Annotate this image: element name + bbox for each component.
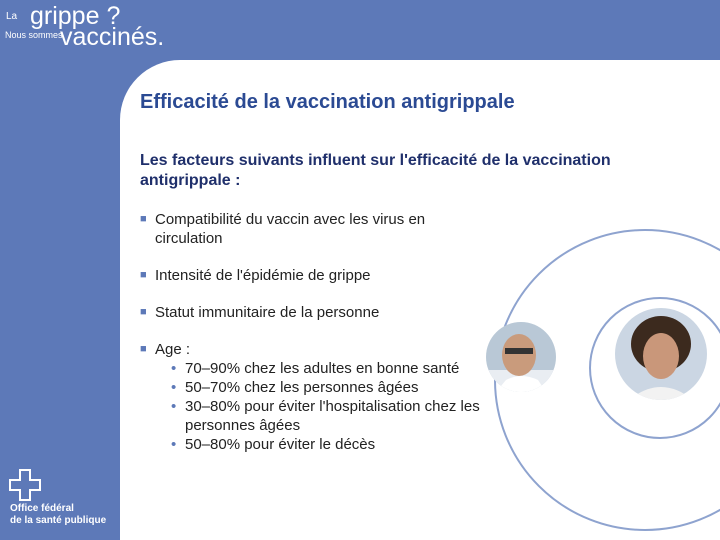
age-item-text: 50–70% chez les personnes âgées xyxy=(185,379,419,396)
factor-item-epidemic xyxy=(140,266,490,285)
factor-text: Age : xyxy=(155,341,191,358)
org-line-1: Office fédéral xyxy=(10,503,74,514)
age-item-text: 50–80% pour éviter le décès xyxy=(185,436,376,453)
factor-text: Intensité de l'épidémie de grippe xyxy=(155,267,371,284)
square-bullet-icon: ■ xyxy=(140,306,147,318)
dot-bullet-icon: • xyxy=(171,379,177,396)
age-item xyxy=(171,378,490,397)
left-band xyxy=(0,0,120,540)
factor-item-vaccine-match xyxy=(140,210,490,248)
square-bullet-icon: ■ xyxy=(140,269,147,281)
intro-text: Les facteurs suivants influent sur l'efficacité de la vaccination antigrippale : xyxy=(140,152,611,189)
man-photo xyxy=(486,322,556,392)
factor-text: Statut immunitaire de la personne xyxy=(155,304,380,321)
factor-text: Compatibilité du vaccin avec les virus en circulation xyxy=(155,211,426,247)
dot-bullet-icon: • xyxy=(171,398,177,415)
logo-grippe: grippe ? xyxy=(30,2,121,30)
swiss-cross-icon xyxy=(8,468,42,502)
factor-list xyxy=(140,210,490,472)
age-item xyxy=(171,397,490,435)
logo-vaccines: vaccinés. xyxy=(60,23,165,51)
age-item xyxy=(171,359,490,378)
dot-bullet-icon: • xyxy=(171,436,177,453)
slide-title: Efficacité de la vaccination antigrippale xyxy=(140,91,515,113)
logo-nous: Nous sommes xyxy=(5,30,63,40)
dot-bullet-icon: • xyxy=(171,360,177,377)
age-effectiveness-list xyxy=(155,359,490,454)
organization-name xyxy=(10,503,106,527)
age-item-text: 30–80% pour éviter l'hospitalisation chez les personnes âgées xyxy=(185,398,480,434)
age-item xyxy=(171,435,490,454)
square-bullet-icon: ■ xyxy=(140,343,147,355)
logo-la: La xyxy=(6,11,18,22)
square-bullet-icon: ■ xyxy=(140,213,147,225)
age-item-text: 70–90% chez les adultes en bonne santé xyxy=(185,360,460,377)
org-line-2: de la santé publique xyxy=(10,515,107,526)
factor-item-age xyxy=(140,340,490,454)
woman-photo xyxy=(615,308,707,400)
factor-item-immune-status xyxy=(140,303,490,322)
